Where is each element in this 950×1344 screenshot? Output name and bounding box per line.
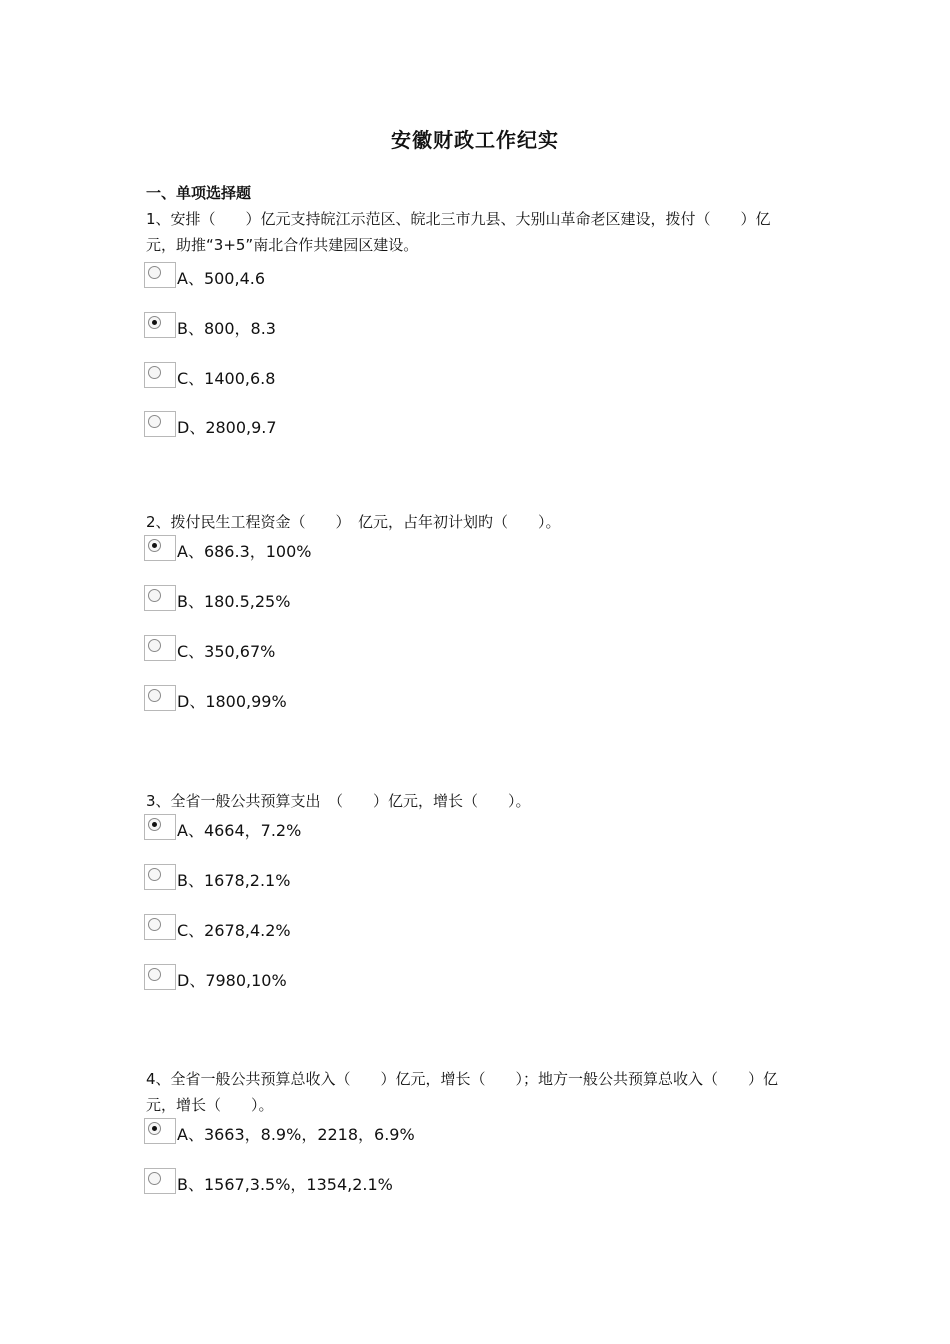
option-label: D、2800,9.7: [177, 418, 277, 437]
question-text: 2、拨付民生工程资金（ ） 亿元，占年初计划旳（ ）。: [146, 513, 561, 531]
question-text: 4、全省一般公共预算总收入（ ）亿元，增长（ ）；地方一般公共预算总收入（ ）亿元，增长（ ）。: [146, 1070, 779, 1114]
radio-button[interactable]: [148, 316, 161, 329]
radio-box[interactable]: [144, 312, 176, 338]
radio-button[interactable]: [148, 818, 161, 831]
radio-button[interactable]: [148, 1122, 161, 1135]
radio-box[interactable]: [144, 914, 176, 940]
radio-box[interactable]: [144, 585, 176, 611]
option-label: C、1400,6.8: [177, 369, 276, 388]
radio-box[interactable]: [144, 535, 176, 561]
option-label: B、1567,3.5%，1354,2.1%: [177, 1175, 393, 1194]
question-text: 1、安排（ ）亿元支持皖江示范区、皖北三市九县、大别山革命老区建设，拨付（ ）亿元，助推“3+5”南北合作共建园区建设。: [146, 210, 771, 254]
radio-box[interactable]: [144, 411, 176, 437]
radio-button[interactable]: [148, 1172, 161, 1185]
option-label: A、3663，8.9%，2218，6.9%: [177, 1125, 415, 1144]
radio-box[interactable]: [144, 864, 176, 890]
radio-button[interactable]: [148, 639, 161, 652]
radio-box[interactable]: [144, 814, 176, 840]
option-label: A、4664，7.2%: [177, 821, 302, 840]
option-label: D、7980,10%: [177, 971, 287, 990]
radio-button[interactable]: [148, 968, 161, 981]
radio-box[interactable]: [144, 262, 176, 288]
option-label: B、1678,2.1%: [177, 871, 291, 890]
radio-button[interactable]: [148, 868, 161, 881]
option-label: A、500,4.6: [177, 269, 266, 288]
radio-button[interactable]: [148, 539, 161, 552]
option-label: D、1800,99%: [177, 692, 287, 711]
radio-box[interactable]: [144, 685, 176, 711]
option-label: C、2678,4.2%: [177, 921, 291, 940]
radio-button[interactable]: [148, 918, 161, 931]
radio-button[interactable]: [148, 689, 161, 702]
option-label: A、686.3，100%: [177, 542, 312, 561]
radio-button[interactable]: [148, 589, 161, 602]
question-text: 3、全省一般公共预算支出 （ ）亿元，增长（ ）。: [146, 792, 531, 810]
radio-button[interactable]: [148, 266, 161, 279]
option-label: B、180.5,25%: [177, 592, 291, 611]
section-heading: 一、单项选择题: [146, 184, 252, 202]
radio-button[interactable]: [148, 366, 161, 379]
option-label: C、350,67%: [177, 642, 276, 661]
page-title: 安徽财政工作纪实: [391, 128, 559, 152]
radio-box[interactable]: [144, 1168, 176, 1194]
radio-button[interactable]: [148, 415, 161, 428]
radio-box[interactable]: [144, 964, 176, 990]
option-label: B、800，8.3: [177, 319, 276, 338]
radio-box[interactable]: [144, 362, 176, 388]
radio-box[interactable]: [144, 635, 176, 661]
radio-box[interactable]: [144, 1118, 176, 1144]
